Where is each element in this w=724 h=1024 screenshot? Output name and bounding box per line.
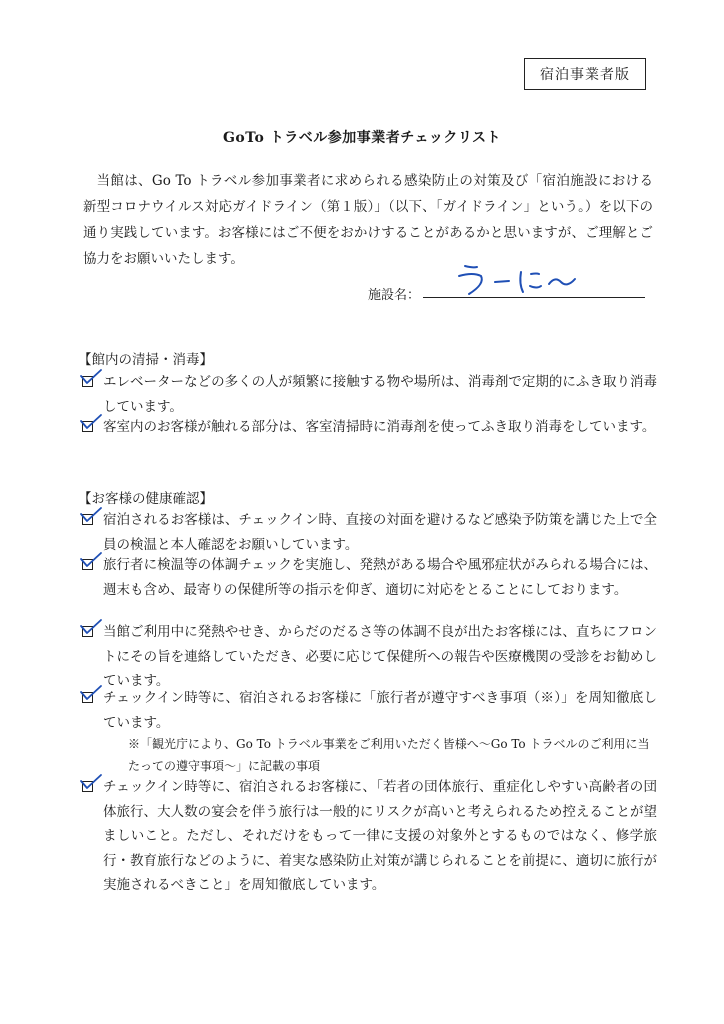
checklist-item-text: 宿泊されるお客様は、チェックイン時、直接の対面を避けるなど感染予防策を講じた上で全員の検温と本人確認をお願いしています。 [103, 512, 657, 553]
checkmark-icon [79, 771, 103, 793]
facility-underline [423, 297, 645, 298]
checklist-item[interactable] [82, 553, 657, 602]
checkmark-icon [79, 682, 103, 704]
facility-label: 施設名： [368, 288, 421, 303]
checklist-item-text: 旅行者に検温等の体調チェックを実施し、発熱がある場合や風邪症状がみられる場合には、週末も含め、最寄りの保健所等の指示を仰ぎ、適切に対応をとることにしております。 [103, 557, 657, 598]
checkmark-icon [79, 366, 103, 388]
checklist-item[interactable] [82, 620, 657, 694]
facility-name-field[interactable] [368, 280, 650, 303]
checklist-item[interactable] [82, 415, 657, 440]
checklist-item-text: チェックイン時等に、宿泊されるお客様に、「若者の団体旅行、重症化しやすい高齢者の団体旅行、大人数の宴会を伴う旅行は一般的にリスクが高いと考えられるため控えることが望ましいこと。ただし、それだけをもって一律に支援の対象外とするものではなく、修学旅行・教育旅行などのように、着実な感染防止対策が講じられることを前提に、適切に旅行が実施されるべきこと」を周知徹底しています。 [103, 779, 657, 893]
intro-paragraph: 当館は、Go To トラベル参加事業者に求められる感染防止の対策及び「宿泊施設における新型コロナウイルス対応ガイドライン（第１版）」（以下、「ガイドライン」という。）を以下の通り実践しています。お客様にはご不便をおかけすることがあるかと思いますが、ご理解とご協力をお願いいたします。 [83, 173, 653, 267]
handwritten-facility-name [443, 262, 583, 296]
section-heading-cleaning: 【館内の清掃・消毒】 [78, 352, 213, 368]
footnote: ※「観光庁により、Go To トラベル事業をご利用いただく皆様へ～Go To トラベルのご利用に当たっての遵守事項～」に記載の事項 [128, 737, 650, 773]
section-heading-health: 【お客様の健康確認】 [78, 491, 213, 507]
checkmark-icon [79, 549, 103, 571]
checkmark-icon [79, 411, 103, 433]
checklist-item[interactable] [82, 370, 657, 419]
checklist-item-text: 客室内のお客様が触れる部分は、客室清掃時に消毒剤を使ってふき取り消毒をしています。 [103, 419, 656, 435]
checklist-item-text: エレベーターなどの多くの人が頻繁に接触する物や場所は、消毒剤で定期的にふき取り消毒しています。 [103, 374, 657, 415]
page-title: GoTo トラベル参加事業者チェックリスト [222, 130, 502, 146]
checkmark-icon [79, 616, 103, 638]
checklist-item[interactable] [82, 775, 657, 898]
checklist-item-text: チェックイン時等に、宿泊されるお客様に「旅行者が遵守すべき事項（※）」を周知徹底しています。 [103, 690, 657, 731]
checklist-item-text: 当館ご利用中に発熱やせき、からだのだるさ等の体調不良が出たお客様には、直ちにフロントにその旨を連絡していただき、必要に応じて保健所への報告や医療機関の受診をお勧めしています。 [103, 624, 657, 689]
edition-label: 宿泊事業者版 [540, 67, 630, 83]
checklist-item[interactable] [82, 686, 657, 735]
edition-label-box [524, 58, 646, 90]
checkmark-icon [79, 504, 103, 526]
checklist-item[interactable] [82, 508, 657, 557]
